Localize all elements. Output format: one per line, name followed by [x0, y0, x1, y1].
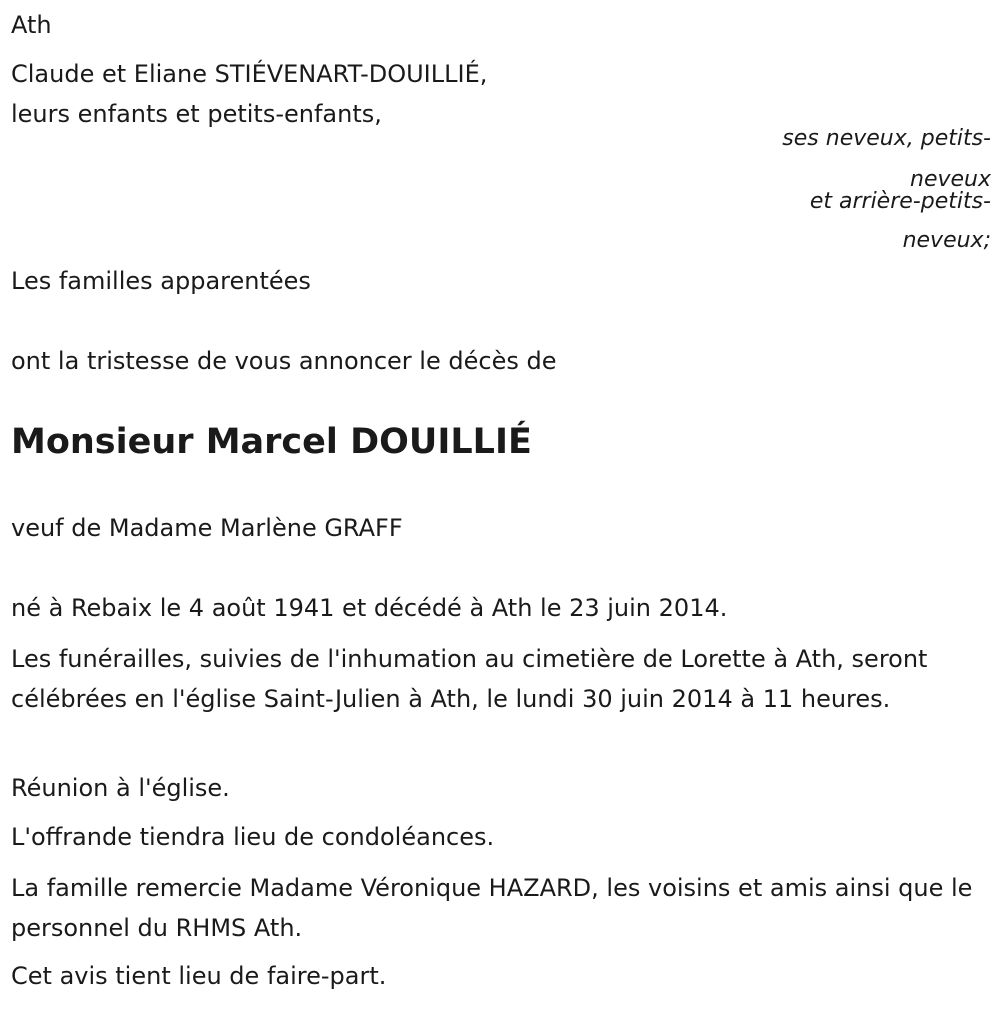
relatives-line-1: ses neveux, petits- [782, 126, 991, 151]
family-line-2: leurs enfants et petits-enfants, [11, 100, 382, 128]
location: Ath [11, 11, 52, 39]
meeting-line: Réunion à l'église. [11, 774, 230, 802]
relatives-line-2: neveux [910, 167, 991, 192]
birth-death-line: né à Rebaix le 4 août 1941 et décédé à Ath le 23 juin 2014. [11, 594, 728, 622]
family-line-1: Claude et Eliane STIÉVENART-DOUILLIÉ, [11, 60, 488, 88]
announcement: ont la tristesse de vous annoncer le décès de [11, 347, 557, 375]
related-families: Les familles apparentées [11, 267, 311, 295]
notice-line: Cet avis tient lieu de faire-part. [11, 962, 387, 990]
relatives-line-4: neveux; [902, 228, 991, 253]
funeral-paragraph: Les funérailles, suivies de l'inhumation au cimetière de Lorette à Ath, seront célébrées en l'église Saint-Julien à Ath, le lundi 30 juin 2014 à 11 heures. [11, 645, 928, 713]
deceased-name: Monsieur Marcel DOUILLIÉ [11, 422, 532, 462]
relatives-line-3: et arrière-petits- [809, 189, 991, 214]
thanks-paragraph: La famille remercie Madame Véronique HAZARD, les voisins et amis ainsi que le personnel du RHMS Ath. [11, 874, 973, 942]
widower-line: veuf de Madame Marlène GRAFF [11, 514, 403, 542]
offering-line: L'offrande tiendra lieu de condoléances. [11, 823, 495, 851]
relatives-right-block [731, 128, 991, 252]
